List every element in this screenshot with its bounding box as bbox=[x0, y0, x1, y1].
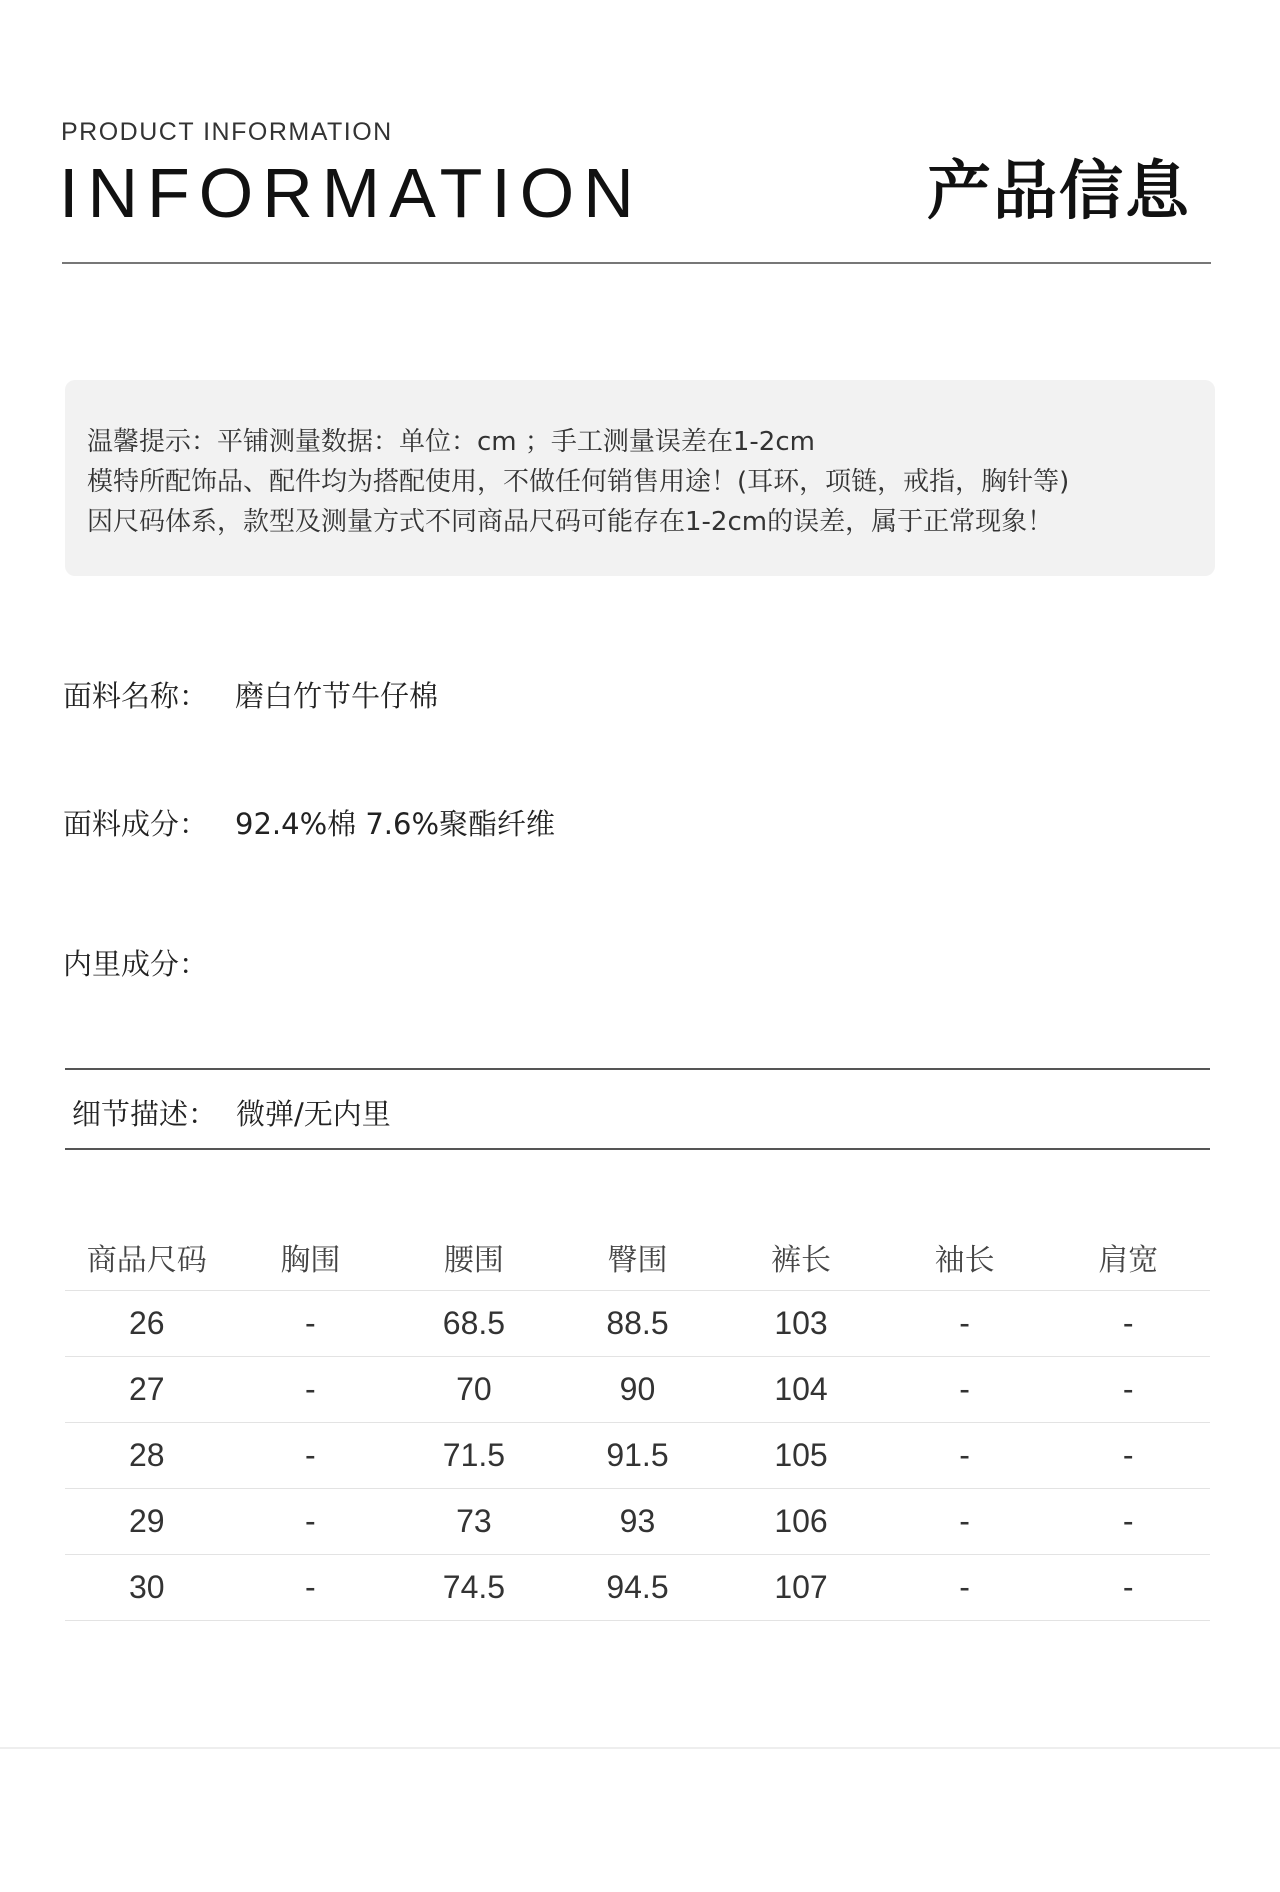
table-cell: 106 bbox=[719, 1489, 883, 1555]
table-cell: 28 bbox=[65, 1423, 229, 1489]
table-cell: 73 bbox=[392, 1489, 556, 1555]
table-cell: 104 bbox=[719, 1357, 883, 1423]
table-cell: 105 bbox=[719, 1423, 883, 1489]
table-cell: - bbox=[883, 1555, 1047, 1621]
table-cell: 88.5 bbox=[556, 1291, 720, 1357]
table-cell: - bbox=[1046, 1423, 1210, 1489]
table-row bbox=[65, 1489, 1210, 1555]
fabric-name-label: 面料名称： bbox=[63, 679, 209, 713]
table-cell: - bbox=[1046, 1555, 1210, 1621]
header-divider bbox=[62, 262, 1211, 264]
table-cell: 91.5 bbox=[556, 1423, 720, 1489]
header-subtitle: PRODUCT INFORMATION bbox=[61, 118, 393, 146]
table-cell: 93 bbox=[556, 1489, 720, 1555]
table-cell: 103 bbox=[719, 1291, 883, 1357]
fabric-composition-label: 面料成分： bbox=[63, 807, 209, 841]
fabric-composition-row bbox=[63, 802, 555, 843]
table-row bbox=[65, 1357, 1210, 1423]
header-waist: 腰围 bbox=[392, 1224, 556, 1291]
footer-divider bbox=[0, 1747, 1280, 1749]
detail-row bbox=[72, 1092, 391, 1133]
detail-divider-top bbox=[65, 1068, 1210, 1070]
table-cell: 26 bbox=[65, 1291, 229, 1357]
table-cell: 90 bbox=[556, 1357, 720, 1423]
lining-label: 内里成分： bbox=[63, 947, 209, 981]
header-sleeve: 袖长 bbox=[883, 1224, 1047, 1291]
header-length: 裤长 bbox=[719, 1224, 883, 1291]
fabric-name-value: 磨白竹节牛仔棉 bbox=[235, 679, 439, 713]
header-chest: 胸围 bbox=[229, 1224, 393, 1291]
table-cell: - bbox=[883, 1291, 1047, 1357]
table-cell: - bbox=[229, 1357, 393, 1423]
table-cell: - bbox=[883, 1357, 1047, 1423]
table-cell: - bbox=[1046, 1291, 1210, 1357]
page-title: INFORMATION bbox=[59, 154, 643, 232]
detail-value: 微弹/无内里 bbox=[236, 1097, 391, 1131]
notice-box bbox=[65, 380, 1215, 576]
table-row bbox=[65, 1423, 1210, 1489]
table-cell: - bbox=[229, 1555, 393, 1621]
size-table bbox=[65, 1224, 1210, 1621]
table-cell: - bbox=[1046, 1357, 1210, 1423]
table-row bbox=[65, 1555, 1210, 1621]
table-row bbox=[65, 1291, 1210, 1357]
table-cell: - bbox=[229, 1489, 393, 1555]
table-cell: 27 bbox=[65, 1357, 229, 1423]
table-cell: 30 bbox=[65, 1555, 229, 1621]
table-cell: - bbox=[883, 1423, 1047, 1489]
table-cell: 94.5 bbox=[556, 1555, 720, 1621]
table-cell: - bbox=[229, 1291, 393, 1357]
detail-label: 细节描述： bbox=[72, 1097, 218, 1131]
detail-divider-bottom bbox=[65, 1148, 1210, 1150]
fabric-composition-value: 92.4%棉 7.6%聚酯纤维 bbox=[235, 807, 556, 841]
lining-row bbox=[63, 942, 235, 983]
page-title-cn: 产品信息 bbox=[927, 155, 1191, 229]
table-cell: - bbox=[1046, 1489, 1210, 1555]
notice-line: 因尺码体系，款型及测量方式不同商品尺码可能存在1-2cm的误差，属于正常现象！ bbox=[87, 507, 1054, 537]
table-cell: 71.5 bbox=[392, 1423, 556, 1489]
table-cell: - bbox=[229, 1423, 393, 1489]
table-cell: - bbox=[883, 1489, 1047, 1555]
fabric-name-row bbox=[63, 674, 438, 715]
table-cell: 70 bbox=[392, 1357, 556, 1423]
header-hip: 臀围 bbox=[556, 1224, 720, 1291]
notice-line: 温馨提示：平铺测量数据：单位：cm ；手工测量误差在1-2cm bbox=[87, 427, 815, 457]
header-size: 商品尺码 bbox=[65, 1224, 229, 1291]
size-table-header-row bbox=[65, 1224, 1210, 1291]
table-cell: 74.5 bbox=[392, 1555, 556, 1621]
table-cell: 29 bbox=[65, 1489, 229, 1555]
notice-line: 模特所配饰品、配件均为搭配使用，不做任何销售用途！(耳环，项链，戒指，胸针等) bbox=[87, 467, 1070, 497]
header-shoulder: 肩宽 bbox=[1046, 1224, 1210, 1291]
table-cell: 107 bbox=[719, 1555, 883, 1621]
table-cell: 68.5 bbox=[392, 1291, 556, 1357]
